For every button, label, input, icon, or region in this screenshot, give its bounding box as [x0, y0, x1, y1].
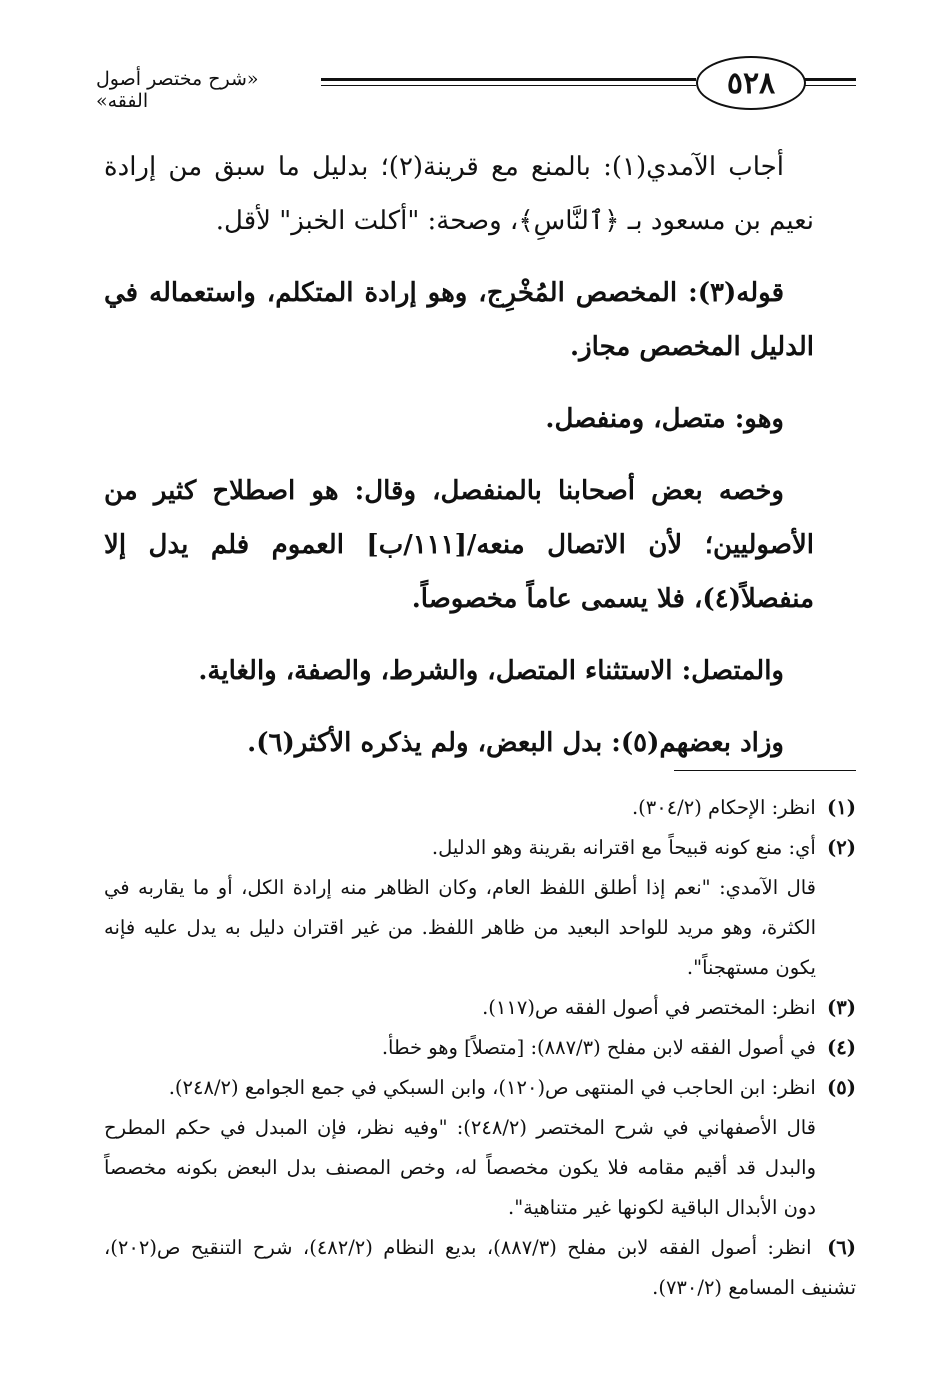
footnote: [104, 1228, 856, 1308]
footnote-number: (١): [827, 796, 856, 819]
footnotes: [104, 788, 856, 1308]
header-rule-right-thick: [802, 78, 856, 81]
footnote: [104, 788, 856, 828]
footnote-separator: [674, 770, 856, 771]
header-rule-left-thick: [321, 78, 696, 81]
paragraph-badal: وزاد بعضهم(٥): بدل البعض، ولم يذكره الأكثر(٦).: [247, 728, 784, 758]
header-rule-left-thin: [321, 85, 696, 86]
page-header: [96, 56, 856, 116]
footnote-number: (٢): [827, 836, 856, 859]
page-number: ٥٢٨: [726, 65, 776, 101]
footnote-number: (٤): [827, 1036, 856, 1059]
paragraph-mukhassis: قوله(٣): المخصص المُخْرِج، وهو إرادة المتكلم، واستعماله في الدليل المخصص مجاز.: [104, 278, 814, 362]
page-number-badge: [696, 56, 806, 110]
footnote-text: أي: منع كونه قبيحاً مع اقترانه بقرينة وهو الدليل.: [431, 836, 816, 859]
running-title: «شرح مختصر أصول الفقه»: [96, 68, 259, 112]
footnote-text: انظر: الإحكام (٣٠٤/٢).: [631, 796, 816, 819]
paragraph-muttasil: والمتصل: الاستثناء المتصل، والشرط، والصفة، والغاية.: [198, 656, 784, 686]
header-rule-right-thin: [802, 85, 856, 86]
footnote-number: (٥): [827, 1076, 856, 1099]
footnote-number: (٣): [827, 996, 856, 1019]
footnote: [104, 828, 856, 868]
main-text: [104, 140, 814, 788]
footnote: [104, 988, 856, 1028]
footnote-text: في أصول الفقه لابن مفلح (٨٨٧/٣): [متصلاً] وهو خطأ.: [381, 1036, 816, 1059]
footnote-number: (٦): [827, 1236, 857, 1259]
footnote-text: انظر: المختصر في أصول الفقه ص(١١٧).: [482, 996, 816, 1019]
footnote: [104, 1028, 856, 1068]
footnote-continuation: قال الأصفهاني في شرح المختصر (٢٤٨/٢): "وفيه نظر، فإن المبدل في حكم المطرح والبدل قد أقيم مقامه فلا يكون مخصصاً له، وخص المصنف بدل البعض بكونه مخصصاً دون الأبدال الباقية لكونها غير متناهية".: [104, 1116, 817, 1219]
paragraph-types: وهو: متصل، ومنفصل.: [545, 404, 784, 434]
footnote-continuation: قال الآمدي: "نعم إذا أطلق اللفظ العام، وكان الظاهر منه إرادة الكل، أو ما يقاربه في الكثرة، وهو مريد للواحد البعيد من ظاهر اللفظ. من غير اقتران دليل به يدل عليه فإنه يكون مستهجناً".: [104, 876, 816, 979]
paragraph-amidi-answer: أجاب الآمدي(١): بالمنع مع قرينة(٢)؛ بدليل ما سبق من إرادة نعيم بن مسعود بـ ﴿ٱلنَّاسِ﴾، وصحة: "أكلت الخبز" لأقل.: [104, 152, 814, 236]
footnote-text: انظر: ابن الحاجب في المنتهى ص(١٢٠)، وابن السبكي في جمع الجوامع (٢٤٨/٢).: [168, 1076, 816, 1099]
footnote-text: انظر: أصول الفقه لابن مفلح (٨٨٧/٣)، بديع النظام (٤٨٢/٢)، شرح التنقيح ص(٢٠٢)، تشنيف المسامع (٧٣٠/٢).: [104, 1236, 856, 1299]
footnote: [104, 1068, 856, 1108]
paragraph-munfasil: وخصه بعض أصحابنا بالمنفصل، وقال: هو اصطلاح كثير من الأصوليين؛ لأن الاتصال منعه/[١١١/ب] العموم فلم يدل إلا منفصلاً(٤)، فلا يسمى عاماً مخصوصاً.: [104, 476, 814, 614]
